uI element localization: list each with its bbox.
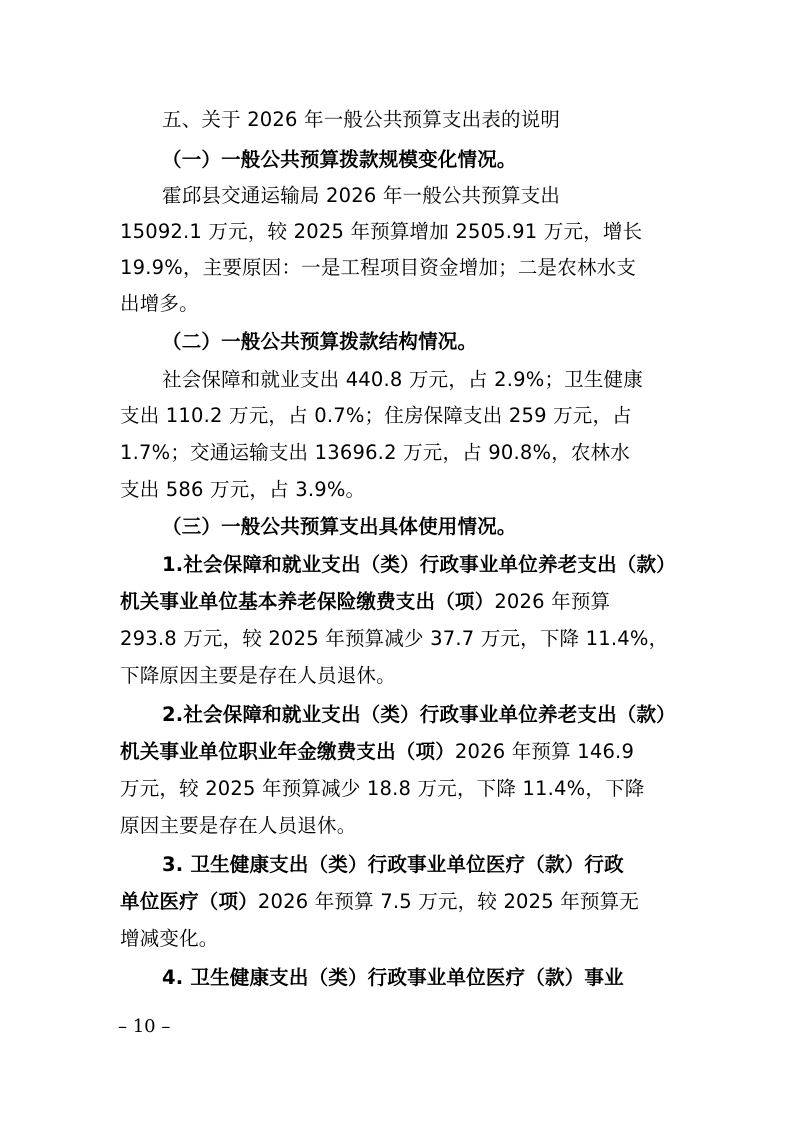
subsection-heading-3: （三）一般公共预算支出具体使用情况。: [162, 515, 517, 538]
paragraph-line: [120, 890, 680, 914]
paragraph-line: 原因主要是存在人员退休。: [120, 814, 357, 837]
subsection-heading-1: （一）一般公共预算拨款规模变化情况。: [162, 148, 517, 171]
paragraph-line: 19.9%，主要原因：一是工程项目资金增加；二是农林水支: [120, 256, 637, 279]
page-number: – 10 –: [118, 1016, 171, 1037]
item-1-subheading: 机关事业单位基本养老保险缴费支出（项）: [120, 590, 495, 613]
paragraph-line: 下降原因主要是存在人员退休。: [120, 664, 396, 687]
item-3-subheading: 单位医疗（项）: [120, 890, 258, 913]
paragraph-line: 社会保障和就业支出 440.8 万元，占 2.9%；卫生健康: [162, 368, 643, 391]
paragraph-line: 支出 110.2 万元，占 0.7%；住房保障支出 259 万元，占: [120, 404, 632, 427]
paragraph-line: 万元，较 2025 年预算减少 18.8 万元，下降 11.4%，下降: [120, 777, 645, 800]
section-title: 五、关于 2026 年一般公共预算支出表的说明: [162, 108, 561, 131]
item-1-text: 2026 年预算: [494, 590, 611, 613]
paragraph-line: 出增多。: [120, 292, 199, 315]
item-1-heading: 1.社会保障和就业支出（类）行政事业单位养老支出（款）: [162, 553, 676, 576]
paragraph-line: 霍邱县交通运输局 2026 年一般公共预算支出: [162, 184, 561, 207]
paragraph-line: [120, 590, 680, 614]
item-2-text: 2026 年预算 146.9: [454, 740, 635, 763]
subsection-heading-2: （二）一般公共预算拨款结构情况。: [162, 330, 478, 353]
item-4-heading: 4. 卫生健康支出（类）行政事业单位医疗（款）事业: [162, 966, 624, 989]
paragraph-line: 1.7%；交通运输支出 13696.2 万元，占 90.8%，农林水: [120, 441, 631, 464]
paragraph-line: [120, 740, 680, 764]
paragraph-line: 15092.1 万元，较 2025 年预算增加 2505.91 万元，增长: [120, 220, 643, 243]
item-2-subheading: 机关事业单位职业年金缴费支出（项）: [120, 740, 455, 763]
paragraph-line: 293.8 万元，较 2025 年预算减少 37.7 万元，下降 11.4%，: [120, 627, 669, 650]
paragraph-line: 增减变化。: [120, 927, 219, 950]
item-3-text: 2026 年预算 7.5 万元，较 2025 年预算无: [257, 890, 640, 913]
paragraph-line: 支出 586 万元，占 3.9%。: [120, 478, 366, 501]
item-3-heading: 3. 卫生健康支出（类）行政事业单位医疗（款）行政: [162, 853, 624, 876]
item-2-heading: 2.社会保障和就业支出（类）行政事业单位养老支出（款）: [162, 703, 676, 726]
